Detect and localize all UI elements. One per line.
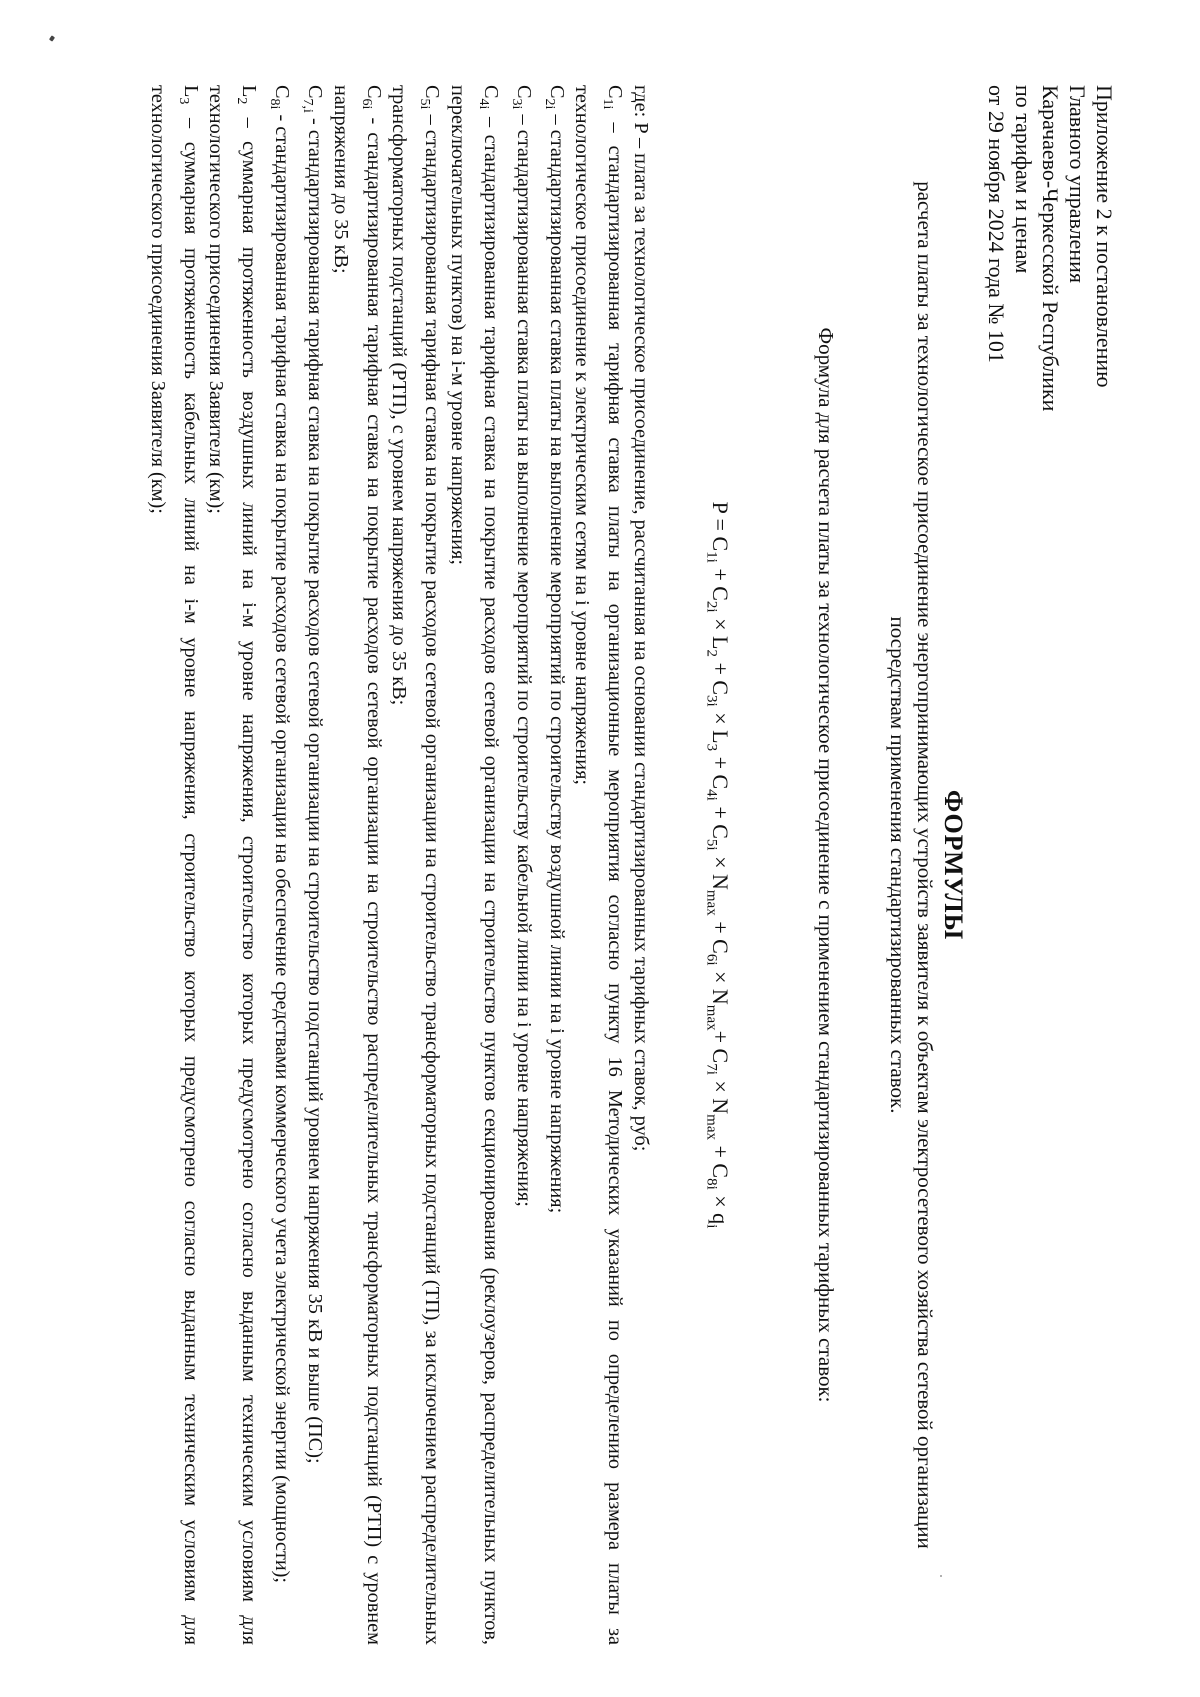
formula-subscript: 6i [703,953,720,966]
formula-subscript: 7i [703,1063,720,1075]
definition-item [203,85,262,1645]
definition-symbol: C [479,85,502,99]
scan-speck [49,35,55,41]
definition-subscript: 6i [358,98,374,110]
formula-subscript: 8i [703,1178,720,1190]
formula-intro: Формула для расчета платы за технологическое присоединение с применением стандартизированных тарифных ставок: [814,327,838,1403]
definition-symbol: C [421,85,444,99]
definition-symbol: C [271,85,294,99]
formula-subscript: 5i [703,838,720,851]
formula-text: × N [708,850,733,890]
definition-subscript: 5i [417,98,433,110]
formula-text: + C [708,656,733,696]
formula-subscript: 3i [703,695,720,707]
definition-item [144,85,203,1645]
header-line: Карачаево-Черкесской Республики [1038,85,1063,412]
definition-text: - стандартизированная тарифная ставка на покрытие расходов сетевой организации на строительство распределительных трансформаторных подстанций (РТП) с уровнем напряжения до 35 кВ; [329,85,385,1645]
formula-text: + C [708,1140,733,1179]
formula-subscript: max [703,1004,720,1031]
definition-item [569,85,628,1645]
document-page [146,85,1118,1645]
formula-text: + C [708,751,733,790]
definitions-list [144,85,653,1645]
approval-header [983,85,1118,725]
formula-subscript: 2 [703,649,720,657]
definition-subscript: 1i [600,98,616,110]
definition-subscript: 8i [267,98,283,110]
formula-subscript: i [703,1224,720,1229]
definition-subscript: 2i [541,98,557,110]
formula-text: + C [708,1030,733,1064]
formula-text: + C [708,800,733,839]
document-subtitle: расчета платы за технологическое присоединение энергопринимающих устройств заявителя к объектам электросетевого хозяйства сетевой организации посредствам применения стандартизированных ставок. [886,181,937,1549]
definition-item [444,85,503,1645]
definition-item [536,85,569,1645]
definition-symbol: C [362,85,385,99]
formula-text: × q [708,1189,733,1225]
formula-subscript: 1i [703,551,720,563]
definition-text: – стандартизированная тарифная ставка платы на организационные мероприятия согласно пункту 16 Методических указаний по определению размера платы за технологическое присоединение к электрическим сетям на i уровне напряжения; [571,85,627,1645]
definition-text: – стандартизированная ставка платы на выполнение мероприятий по строительству воздушной линии на i уровне напряжения; [545,109,568,1214]
header-line: Главного управления [1065,85,1090,283]
formula-subscript: 3 [703,743,720,752]
definition-symbol: где: P [630,85,652,133]
definition-text: – стандартизированная тарифная ставка на покрытие расходов сетевой организации на строительство трансформаторных подстанций (ТП), за исключением распределительных трансформаторных подстанций (РТП), с уровнем напряжения до 35 кВ; [388,85,444,1645]
definition-subscript: 7,i [299,98,315,113]
formula-text: + C [708,915,733,954]
document-title: ФОРМУЛЫ [939,789,968,941]
definition-text: – стандартизированная ставка платы на выполнение мероприятий по строительству кабельной линии на i уровне напряжения; [512,109,535,1207]
formula-text: × L [708,612,733,650]
formula-subscript: max [703,1114,720,1140]
header-line: от 29 ноября 2024 года № 101 [984,85,1009,363]
definition-text: - стандартизированная тарифная ставка на покрытие расходов сетевой организации на обеспечение средствами коммерческого учета электрической энергии (мощности); [271,109,294,1584]
definition-text: - стандартизированная тарифная ставка на покрытие расходов сетевой организации на строительство подстанций уровнем напряжения 35 кВ и выше (ПС); [303,112,326,1464]
definition-item [261,85,294,1645]
definition-subscript: 3i [508,98,524,110]
definition-symbol: L [179,85,202,98]
formula-subscript: 4i [703,789,720,801]
definition-symbol: C [545,85,568,99]
formula-subscript: 2i [703,600,720,613]
definition-symbol: C [604,85,627,99]
formula-text: P = C [708,501,733,552]
formula-text: + C [708,562,733,601]
definition-text: – стандартизированная тарифная ставка на покрытие расходов сетевой организации на строительство пунктов секционирования (реклоузеров, распределительных пунктов, переключательных пунктов) на i-м уровне напряжения; [447,85,502,1645]
definition-item [627,85,653,1645]
definition-text: – плата за технологическое присоединение, рассчитанная на основании стандартизированных тарифных ставок, руб; [630,132,652,1152]
definition-subscript: 4i [475,98,491,110]
formula-text: × N [708,1074,733,1115]
definition-subscript: 3 [175,97,191,105]
definition-symbol: L [238,85,261,98]
definition-item [503,85,536,1645]
definition-item [327,85,386,1645]
definition-symbol: C [512,85,535,99]
definition-item [386,85,445,1645]
definition-subscript: 2 [234,97,250,105]
formula-text: × N [708,965,733,1005]
header-line: Приложение 2 к постановлению [1092,85,1117,388]
main-formula [703,85,733,1645]
definition-text: – суммарная протяженность воздушных линий на i-м уровне напряжения, строительство которых предусмотрено согласно выданным техническим условиям для технологического присоединения Заявителя (км); [205,85,261,1645]
formula-text: × L [708,706,733,744]
header-line: по тарифам и ценам [1011,85,1036,274]
formula-subscript: max [703,889,720,916]
definition-symbol: C [303,85,326,99]
definition-item [294,85,327,1645]
definition-text: – суммарная протяженность кабельных линий на i-м уровне напряжения, строительство которых предусмотрено согласно выданным техническим условиям для технологического присоединения Заявителя (км); [146,85,202,1645]
